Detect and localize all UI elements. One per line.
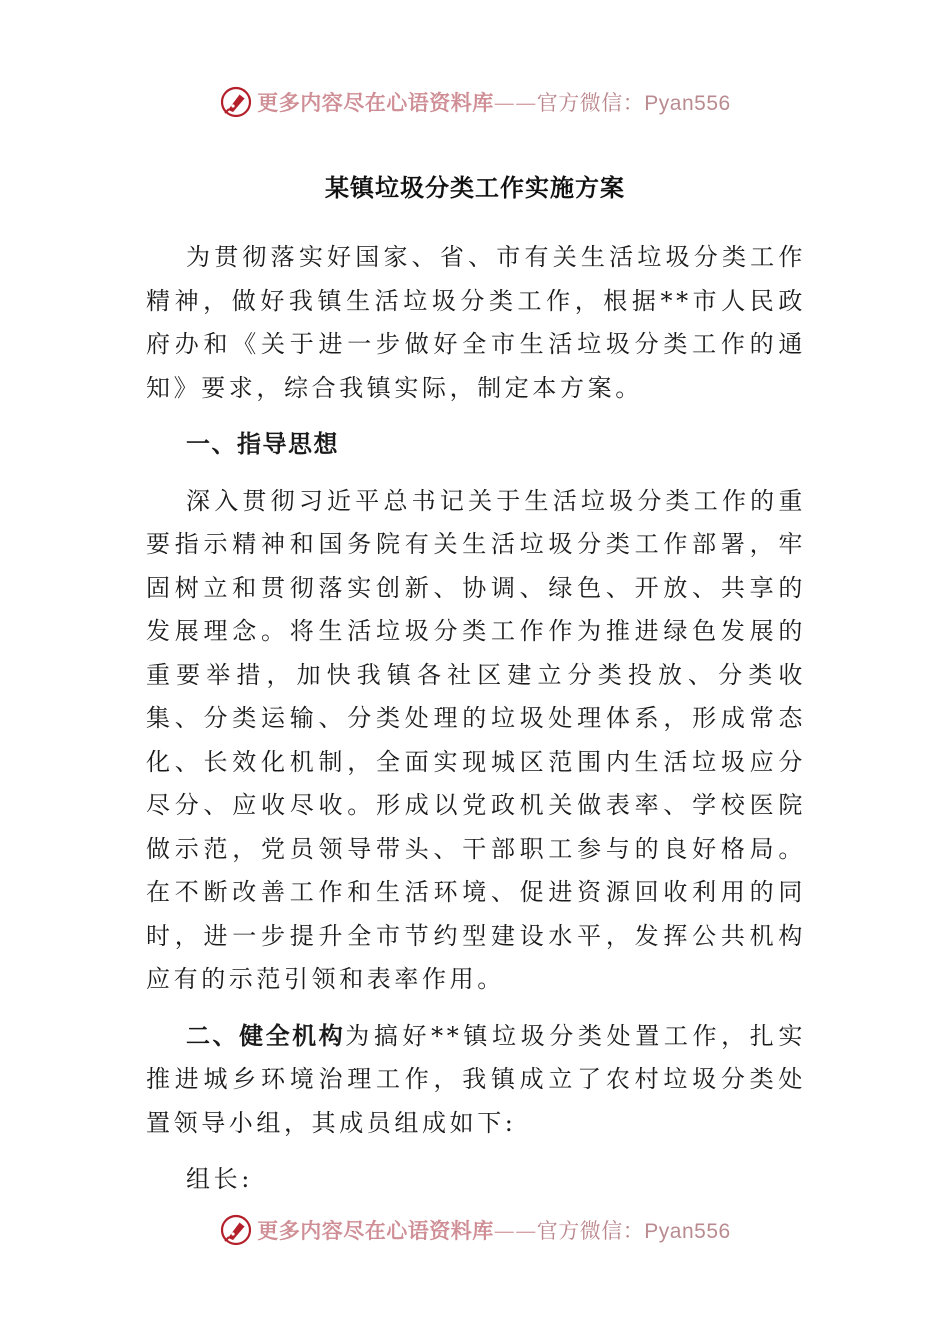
section2-heading: 二、健全机构 xyxy=(186,1021,346,1050)
document-body xyxy=(146,236,806,1202)
banner-wechat-label: 官方微信： xyxy=(536,1219,645,1243)
banner-wechat-label: 官方微信： xyxy=(536,91,645,115)
banner-dash: —— xyxy=(493,91,537,115)
banner-wechat-id: Pyan556 xyxy=(644,92,731,115)
section1-paragraph: 深入贯彻习近平总书记关于生活垃圾分类工作的重要指示精神和国务院有关生活垃圾分类工作部署，牢固树立和贯彻落实创新、协调、绿色、开放、共享的发展理念。将生活垃圾分类工作作为推进绿色发展的重要举措，加快我镇各社区建立分类投放、分类收集、分类运输、分类处理的垃圾处理体系，形成常态化、长效化机制，全面实现城区范围内生活垃圾应分尽分、应收尽收。形成以党政机关做表率、学校医院做示范，党员领导带头、干部职工参与的良好格局。在不断改善工作和生活环境、促进资源回收利用的同时，进一步提升全市节约型建设水平，发挥公共机构应有的示范引领和表率作用。 xyxy=(146,486,806,993)
footer-banner xyxy=(0,1210,950,1250)
banner-site-name: 更多内容尽在心语资料库 xyxy=(257,1218,494,1243)
banner-site-name: 更多内容尽在心语资料库 xyxy=(257,90,494,115)
document-title: 某镇垃圾分类工作实施方案 xyxy=(325,173,625,202)
header-banner xyxy=(0,82,950,122)
intro-paragraph: 为贯彻落实好国家、省、市有关生活垃圾分类工作精神，做好我镇生活垃圾分类工作，根据**市人民政府办和《关于进一步做好全市生活垃圾分类工作的通知》要求，综合我镇实际，制定本方案。 xyxy=(146,243,806,402)
section1-heading: 一、指导思想 xyxy=(186,430,339,458)
section2-body: 为搞好**镇垃圾分类处置工作，扎实推进城乡环境治理工作，我镇成立了农村垃圾分类处置领导小组，其成员组成如下: xyxy=(146,1021,807,1137)
banner-text xyxy=(257,1215,730,1245)
pen-nib-logo-icon xyxy=(219,1213,253,1247)
banner-wechat-id: Pyan556 xyxy=(644,1220,731,1243)
banner-text xyxy=(257,87,730,117)
leader-label: 组长: xyxy=(186,1165,253,1193)
banner-dash: —— xyxy=(493,1219,537,1243)
section2-paragraph xyxy=(146,1015,806,1146)
pen-nib-logo-icon xyxy=(219,85,253,119)
